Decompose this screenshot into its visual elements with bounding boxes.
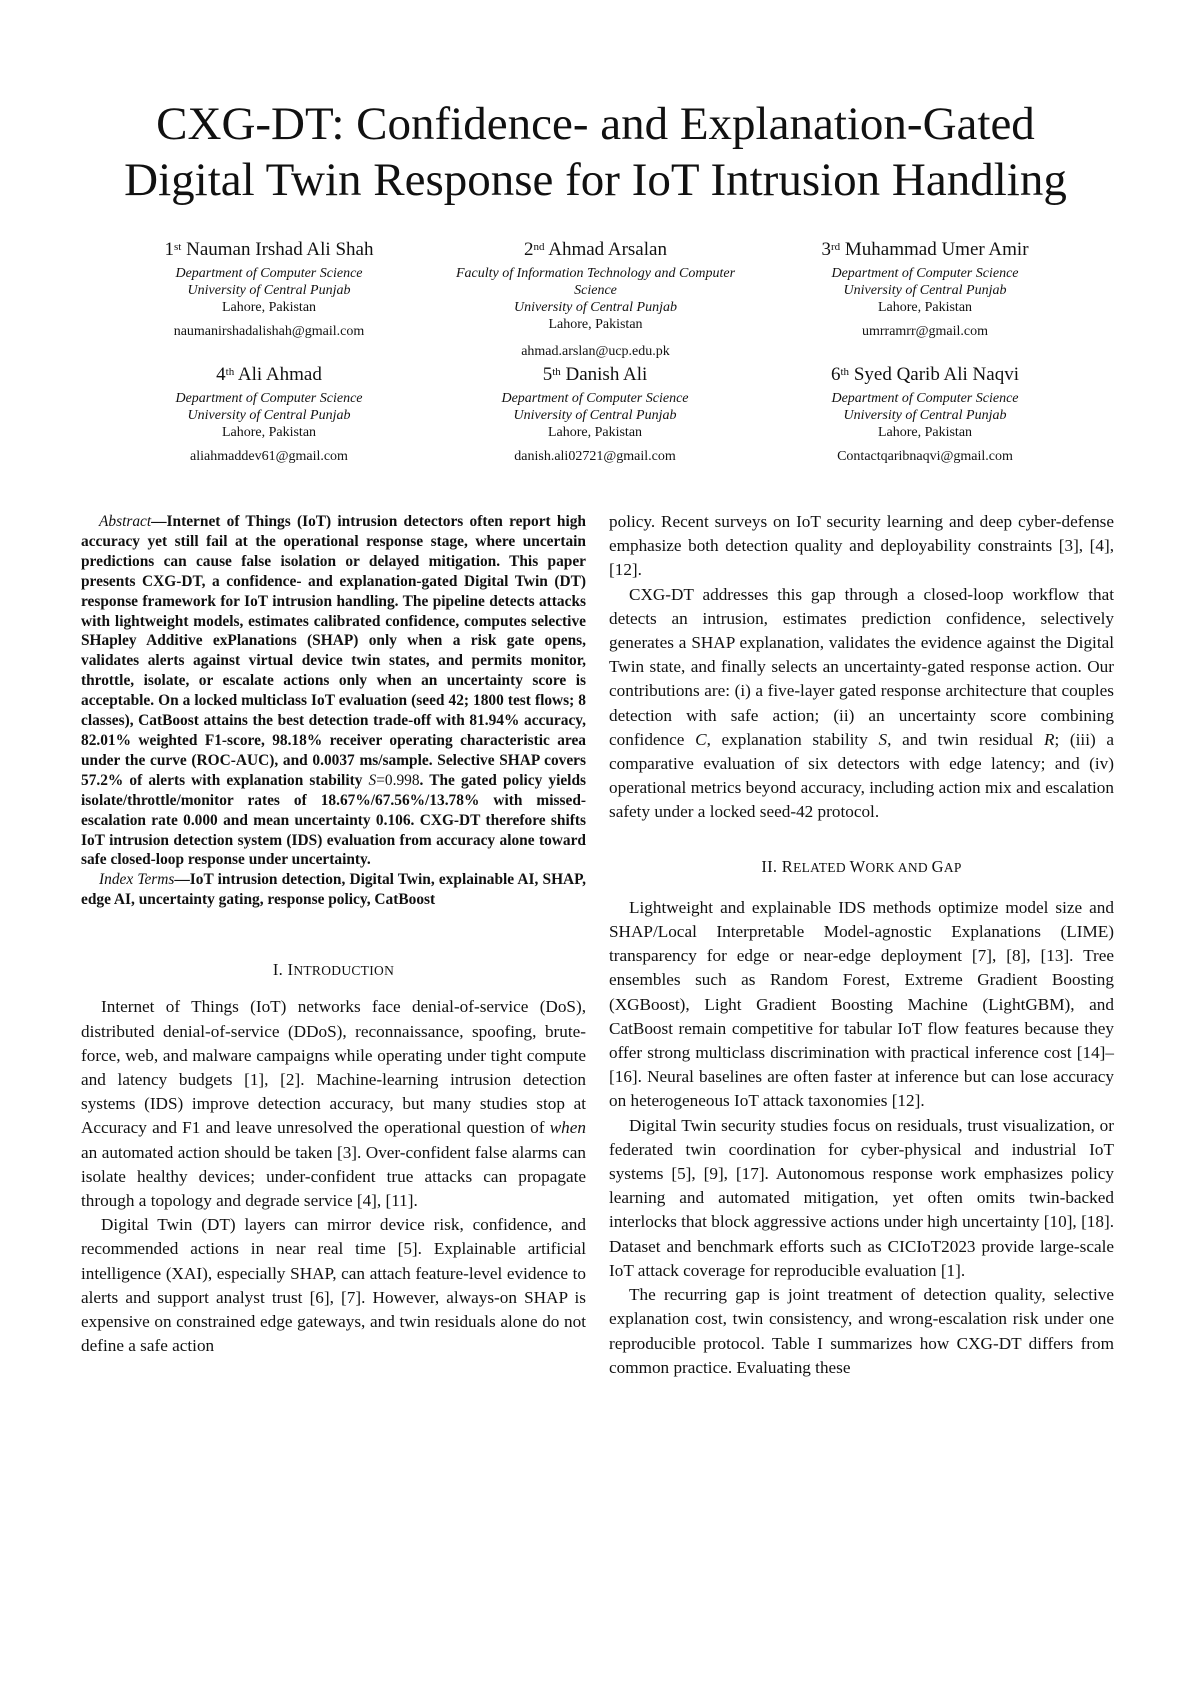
author-faculty-cont: Science — [574, 283, 617, 298]
paper-title — [60, 96, 1131, 208]
author-location: Lahore, Pakistan — [221, 425, 317, 440]
author-location: Lahore, Pakistan — [877, 300, 973, 315]
author-university: University of Central Punjab — [513, 408, 677, 423]
author-location: Lahore, Pakistan — [877, 425, 973, 440]
related-paragraph-3: The recurring gap is joint treatment of detection quality, selective explanation cost, twin consistency, and wrong-escalation risk under one reproducible protocol. Table I summarizes how CXG-DT differs from common practice. Evaluating these — [609, 1285, 1114, 1377]
author-university: University of Central Punjab — [843, 408, 1007, 423]
author-department: Department of Computer Science — [501, 391, 689, 406]
author-block-3: 3rd Muhammad Umer Amir Department of Computer Science University of Central Punjab Lahore, Pakistan umrramrr@gmail.com — [775, 239, 1075, 340]
author-email: danish.ali02721@gmail.com — [514, 449, 676, 464]
author-name: Ali Ahmad — [237, 364, 322, 385]
author-name: Syed Qarib Ali Naqvi — [853, 364, 1019, 385]
author-name: Nauman Irshad Ali Shah — [186, 239, 374, 260]
title-line-2: Digital Twin Response for IoT Intrusion Handling — [124, 154, 1067, 206]
author-department: Department of Computer Science — [175, 391, 363, 406]
abstract-label: Abstract — [99, 513, 152, 530]
index-terms-label: Index Terms — [99, 871, 175, 889]
author-block-2: 2nd Ahmad Arsalan Faculty of Information Technology and Computer Science University of Central Punjab Lahore, Pakistan ahmad.arslan@ucp.edu.pk — [425, 239, 766, 360]
author-university: University of Central Punjab — [514, 300, 677, 315]
author-name: Ahmad Arsalan — [548, 239, 667, 260]
author-department: Department of Computer Science — [175, 266, 363, 281]
section-heading-related-work: II. RELATED WORK AND GAP — [761, 856, 962, 876]
author-location: Lahore, Pakistan — [221, 300, 317, 315]
author-email: aliahmaddev61@gmail.com — [190, 449, 348, 464]
left-column — [81, 512, 586, 1358]
author-faculty: Faculty of Information Technology and Computer — [455, 266, 736, 281]
right-column — [609, 510, 1114, 1380]
intro-paragraph-3: CXG-DT addresses this gap through a closed-loop workflow that detects an intrusion, estimates prediction confidence, selectively generates a SHAP explanation, validates the evidence against the Digital Twin state, and finally selects an uncertainty-gated response action. Our contributions are: (i) a five-layer gated response architecture that couples detection with safe action; (ii) an uncertainty score combining confidence C, explanation stability S, and twin residual R; (iii) a comparative evaluation of six detectors with edge latency; and (iv) operational metrics beyond accuracy, including action mix and escalation safety under a locked seed-42 protocol. — [609, 584, 1115, 822]
author-university: University of Central Punjab — [187, 283, 351, 298]
intro-paragraph-2: Digital Twin (DT) layers can mirror device risk, confidence, and recommended actions in near real time [5]. Explainable artificial intelligence (XAI), especially SHAP, can attach feature-level evidence to alerts and support analyst trust [6], [7]. However, always-on SHAP is expensive on constrained edge gateways, and twin residuals alone do not define a safe action — [81, 1215, 586, 1356]
section-heading-introduction: I. INTRODUCTION — [272, 960, 395, 980]
author-email: umrramrr@gmail.com — [861, 324, 989, 339]
abstract-text: —Internet of Things (IoT) intrusion detectors often report high accuracy yet still fail at the operational response stage, where uncertain predictions can cause false isolation or delayed mitigation. This paper presents CXG-DT, a confidence- and explanation-gated Digital Twin (DT) response framework for IoT intrusion handling. The pipeline detects attacks with lightweight models, estimates calibrated confidence, computes selective SHapley Additive exPlanations (SHAP) only when a risk gate opens, validates alerts against virtual device twin states, and permits monitor, throttle, isolate, or escalate actions only when an uncertainty score is acceptable. On a locked multiclass IoT evaluation (seed 42; 1800 test flows; 8 classes), CatBoost attains the best detection trade-off with 81.94% accuracy, 82.01% weighted F1-score, 98.18% receiver operating characteristic area under the curve (ROC-AUC), and 0.0037 ms/sample. Selective SHAP covers 57.2% of alerts with explanation stability S=0.998. The gated policy yields isolate/throttle/monitor rates of 18.67%/67.56%/13.78% with missed-escalation rate 0.000 and mean uncertainty 0.106. CXG-DT therefore shifts IoT intrusion detection system (IDS) evaluation from accuracy alone toward safe closed-loop response under uncertainty. — [81, 513, 586, 869]
author-email: naumanirshadalishah@gmail.com — [173, 324, 365, 339]
author-name: Muhammad Umer Amir — [844, 239, 1029, 260]
author-block-5: 5th Danish Ali Department of Computer Science University of Central Punjab Lahore, Pakistan danish.ali02721@gmail.com — [445, 364, 745, 465]
author-university: University of Central Punjab — [187, 408, 351, 423]
author-location: Lahore, Pakistan — [548, 317, 643, 332]
index-terms — [81, 870, 586, 910]
intro-paragraph-2-continued: policy. Recent surveys on IoT security learning and deep cyber-defense emphasize both detection quality and deployability constraints [3], [4], [12]. — [609, 512, 1114, 580]
related-paragraph-2: Digital Twin security studies focus on residuals, trust visualization, or federated twin coordination for cyber-physical and industrial IoT systems [5], [9], [17]. Autonomous response work emphasizes policy learning and automated mitigation, yet often omits twin-backed interlocks that block aggressive actions under high uncertainty [10], [18]. Dataset and benchmark efforts such as CICIoT2023 provide large-scale IoT attack coverage for reproducible evaluation [1]. — [609, 1115, 1114, 1280]
author-email: Contactqaribnaqvi@gmail.com — [837, 449, 1013, 464]
author-email: ahmad.arslan@ucp.edu.pk — [521, 344, 670, 359]
abstract — [81, 512, 586, 870]
author-block-4: 4th Ali Ahmad Department of Computer Science University of Central Punjab Lahore, Pakistan aliahmaddev61@gmail.com — [119, 364, 419, 465]
intro-paragraph-1: Internet of Things (IoT) networks face denial-of-service (DoS), distributed denial-of-service (DDoS), reconnaissance, spoofing, brute-force, web, and malware campaigns while operating under tight compute and latency budgets [1], [2]. Machine-learning intrusion detection systems (IDS) improve detection accuracy, but many studies stop at Accuracy and F1 and leave unresolved the operational question of when an automated action should be taken [3]. Over-confident false alarms can isolate healthy devices; under-confident true attacks can propagate through a topology and degrade service [4], [11]. — [81, 997, 586, 1210]
title-line-1: CXG-DT: Confidence- and Explanation-Gated — [156, 98, 1035, 150]
author-department: Department of Computer Science — [831, 266, 1019, 281]
author-location: Lahore, Pakistan — [547, 425, 643, 440]
related-paragraph-1: Lightweight and explainable IDS methods optimize model size and SHAP/Local Interpretable Model-agnostic Explanations (LIME) transparency for edge or near-edge deployment [7], [8], [13]. Tree ensembles such as Random Forest, Extreme Gradient Boosting (XGBoost), Light Gradient Boosting Machine (LightGBM), and CatBoost remain competitive for tabular IoT flow features because they offer strong multiclass discrimination with practical inference cost [14]–[16]. Neural baselines are often faster at inference but can lose accuracy on heterogeneous IoT attack taxonomies [12]. — [609, 897, 1114, 1111]
author-name: Danish Ali — [565, 364, 648, 385]
author-university: University of Central Punjab — [843, 283, 1007, 298]
author-department: Department of Computer Science — [831, 391, 1019, 406]
author-block-1: 1st Nauman Irshad Ali Shah Department of Computer Science University of Central Punjab Lahore, Pakistan naumanirshadalishah@gmail.com — [119, 239, 419, 340]
index-terms-text: —IoT intrusion detection, Digital Twin, explainable AI, SHAP, edge AI, uncertainty gating, response policy, CatBoost — [81, 871, 586, 909]
author-block-6: 6th Syed Qarib Ali Naqvi Department of Computer Science University of Central Punjab Lahore, Pakistan Contactqaribnaqvi@gmail.com — [775, 364, 1075, 465]
